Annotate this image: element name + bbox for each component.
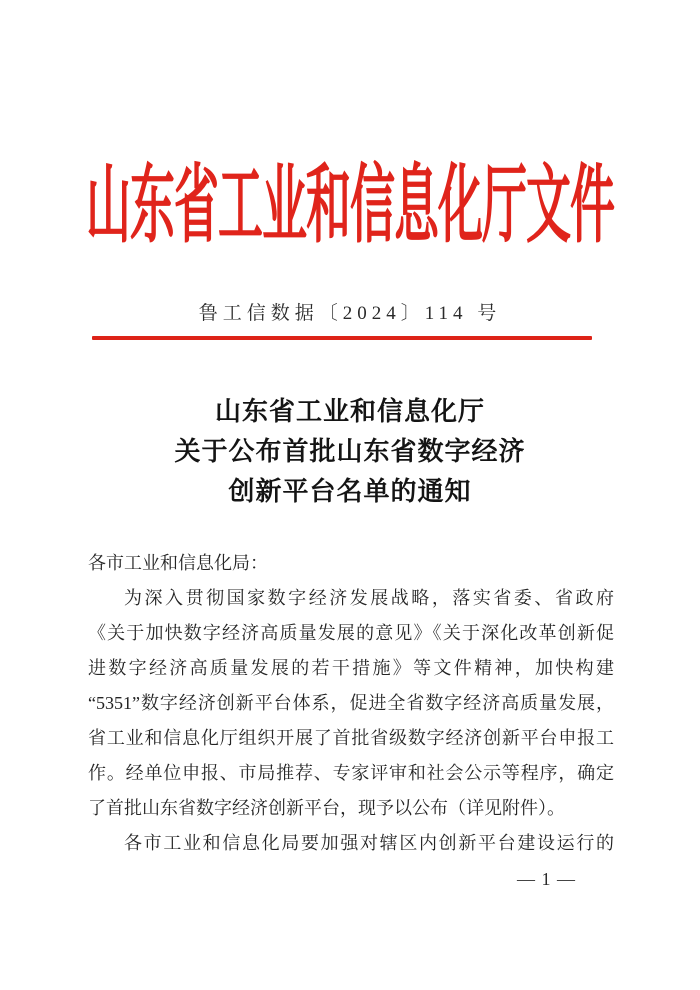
body-line: 了首批山东省数字经济创新平台，现予以公布（详见附件）。 [88, 798, 565, 818]
body-text-block [88, 546, 614, 861]
body-line: 为深入贯彻国家数字经济发展战略，落实省委、省政府 [124, 588, 614, 608]
body-line: 《关于加快数字经济高质量发展的意见》《关于深化改革创新促 [88, 623, 614, 643]
body-line: 省工业和信息化厅组织开展了首批省级数字经济创新平台申报工 [88, 728, 614, 748]
red-divider-rule [92, 336, 592, 340]
letterhead-banner [0, 150, 700, 262]
notice-title-line: 山东省工业和信息化厅 [214, 397, 485, 426]
page-number: — 1 — [517, 869, 576, 889]
document-reference-number: 鲁工信数据〔2024〕114 号 [198, 303, 502, 324]
letterhead-banner-title: 山东省工业和信息化厅文件 [85, 157, 614, 253]
notice-title-line: 创新平台名单的通知 [228, 477, 472, 506]
salutation-line: 各市工业和信息化局： [88, 553, 268, 573]
body-line: 作。经单位申报、市局推荐、专家评审和社会公示等程序，确定 [88, 763, 614, 783]
body-line: 进数字经济高质量发展的若干措施》等文件精神，加快构建 [88, 658, 614, 678]
notice-title-line: 关于公布首批山东省数字经济 [174, 437, 526, 466]
body-line: 各市工业和信息化局要加强对辖区内创新平台建设运行的 [124, 833, 614, 853]
notice-title [0, 392, 700, 512]
body-line: “5351”数字经济创新平台体系，促进全省数字经济高质量发展， [88, 693, 614, 713]
